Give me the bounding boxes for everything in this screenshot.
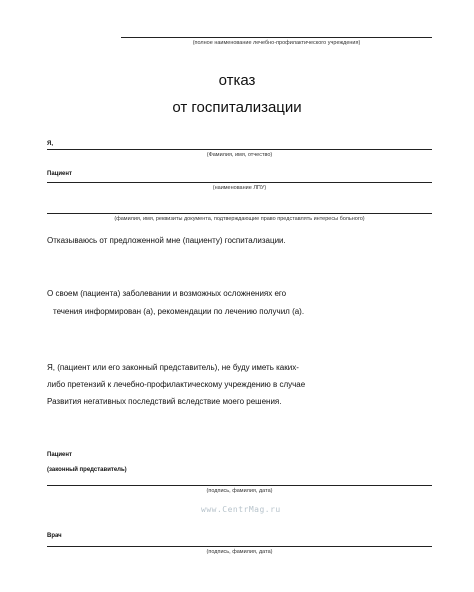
document-title-line1: отказ xyxy=(218,72,256,89)
fio-caption: (Фамилия, имя, отчество) xyxy=(206,152,273,158)
institution-line xyxy=(121,37,432,38)
refusal-statement: Отказываюсь от предложенной мне (пациенту) госпитализации. xyxy=(47,236,286,245)
doctor-signature-caption: (подпись, фамилия, дата) xyxy=(206,549,273,555)
document-title-line2: от госпитализации xyxy=(172,99,302,116)
lpu-caption: (наименование ЛПУ) xyxy=(212,185,267,191)
patient-label: Пациент xyxy=(47,171,72,177)
claims-line-2: либо претензий к лечебно-профилактическому учреждению в случае xyxy=(47,380,306,389)
i-label: Я, xyxy=(47,141,53,147)
representative-line xyxy=(47,213,432,214)
doctor-label: Врач xyxy=(47,533,62,539)
informed-line-2: течения информирован (а), рекомендации по лечению получил (а). xyxy=(53,307,305,316)
watermark: www.CentrMag.ru xyxy=(201,505,281,514)
informed-line-1: О своем (пациента) заболевании и возможных осложнениях его xyxy=(47,289,287,298)
doctor-signature-line xyxy=(47,546,432,547)
legal-representative-label: (законный представитель) xyxy=(47,467,127,473)
claims-line-1: Я, (пациент или его законный представитель), не буду иметь каких- xyxy=(47,363,299,372)
fio-line xyxy=(47,149,432,150)
representative-caption: (фамилия, имя, реквизиты документа, подтверждающие право представлять интересы больного) xyxy=(114,216,365,222)
institution-caption: (полное наименование лечебно-профилактического учреждения) xyxy=(192,40,361,46)
lpu-line xyxy=(47,182,432,183)
signature-patient-label: Пациент xyxy=(47,452,72,458)
patient-signature-caption: (подпись, фамилия, дата) xyxy=(206,488,273,494)
patient-signature-line xyxy=(47,485,432,486)
claims-line-3: Развития негативных последствий вследствие моего решения. xyxy=(47,397,282,406)
